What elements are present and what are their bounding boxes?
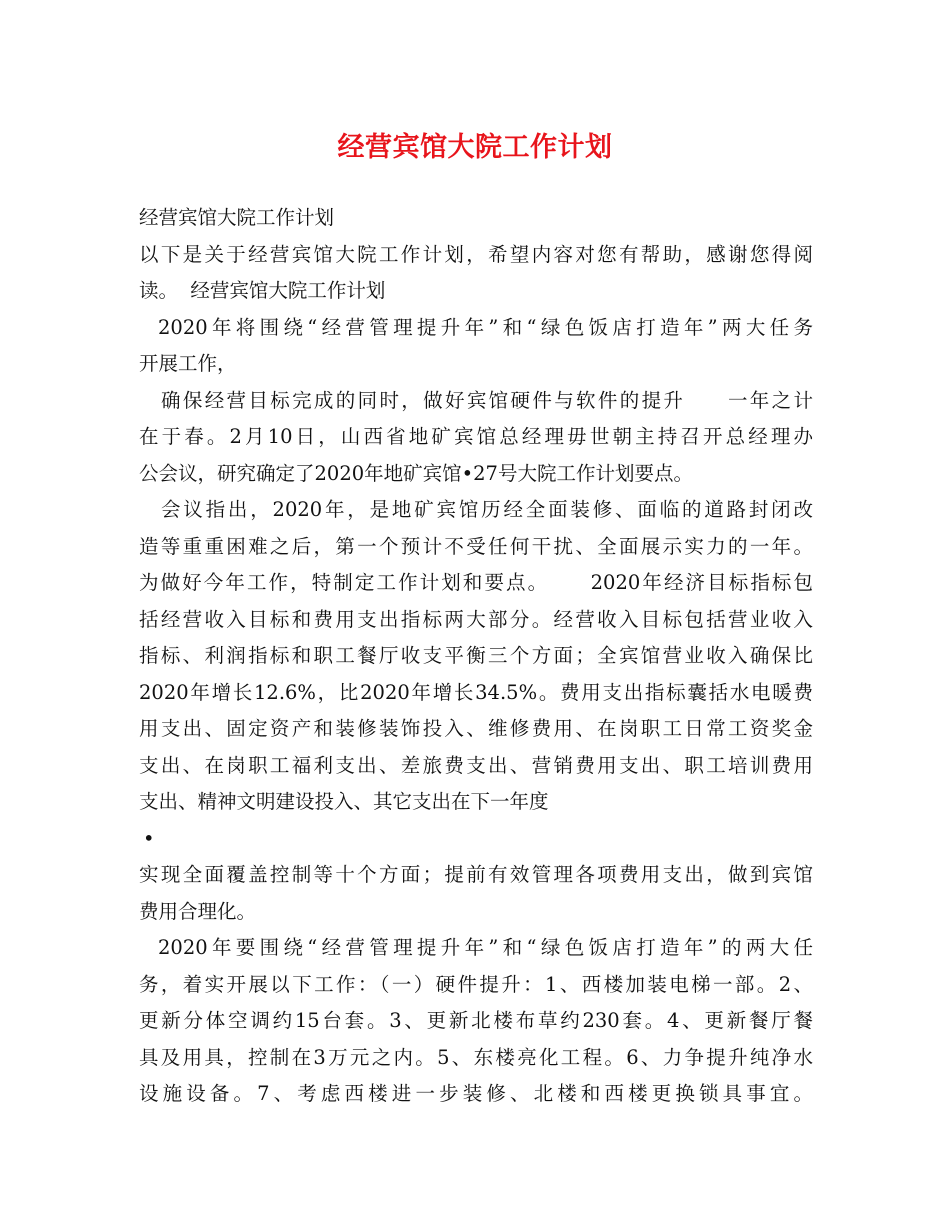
body-line: 确保经营目标完成的同时，做好宾馆硬件与软件的提升 一年之计 xyxy=(161,388,813,412)
body-line: 在于春。2月10日，山西省地矿宾馆总经理毋世朝主持召开总经理办 xyxy=(139,425,813,448)
body-line: 支出、精神文明建设投入、其它支出在下一年度 xyxy=(139,790,549,813)
body-line: 务，着实开展以下工作：（一）硬件提升：1、西楼加装电梯一部。2、 xyxy=(139,972,813,996)
body-line: 开展工作， xyxy=(139,352,237,375)
body-line: 实现全面覆盖控制等十个方面；提前有效管理各项费用支出，做到宾馆 xyxy=(139,863,813,886)
body-line: 费用合理化。 xyxy=(139,899,257,923)
body-line: 以下是关于经营宾馆大院工作计划，希望内容对您有帮助，感谢您得阅 xyxy=(139,242,813,266)
body-line: 2020年增长12.6%，比2020年增长34.5%。费用支出指标囊括水电暖费 xyxy=(139,680,813,704)
body-line: 括经营收入目标和费用支出指标两大部分。经营收入目标包括营业收入 xyxy=(139,607,813,631)
body-line: 用支出、固定资产和装修装饰投入、维修费用、在岗职工日常工资奖金 xyxy=(139,717,813,740)
document-body xyxy=(139,200,813,1113)
body-line: 读。 经营宾馆大院工作计划 xyxy=(139,279,386,302)
document-title: 经营宾馆大院工作计划 xyxy=(337,132,613,163)
body-line: 具及用具，控制在3万元之内。5、东楼亮化工程。6、力争提升纯净水 xyxy=(139,1045,813,1069)
body-line: 设施设备。7、考虑西楼进一步装修、北楼和西楼更换锁具事宜。 xyxy=(139,1082,813,1105)
bullet-marker: • xyxy=(143,826,155,850)
body-line: 经营宾馆大院工作计划 xyxy=(139,206,335,229)
body-line: 为做好今年工作，特制定工作计划和要点。 2020年经济目标指标包 xyxy=(139,571,813,594)
body-line: 会议指出，2020年，是地矿宾馆历经全面装修、面临的道路封闭改 xyxy=(161,498,813,521)
body-line: 更新分体空调约15台套。3、更新北楼布草约230套。4、更新餐厅餐 xyxy=(139,1009,813,1032)
body-line: 2020年将围绕“经营管理提升年”和“绿色饭店打造年”两大任务 xyxy=(158,315,813,339)
body-line: 2020年要围绕“经营管理提升年”和“绿色饭店打造年”的两大任 xyxy=(158,936,813,959)
body-line: 支出、在岗职工福利支出、差旅费支出、营销费用支出、职工培训费用 xyxy=(139,753,813,777)
body-line: 公会议，研究确定了2020年地矿宾馆•27号大院工作计划要点。 xyxy=(139,461,693,485)
body-line: 指标、利润指标和职工餐厅收支平衡三个方面；全宾馆营业收入确保比 xyxy=(139,644,813,667)
body-line: 造等重重困难之后，第一个预计不受任何干扰、全面展示实力的一年。 xyxy=(139,534,813,558)
